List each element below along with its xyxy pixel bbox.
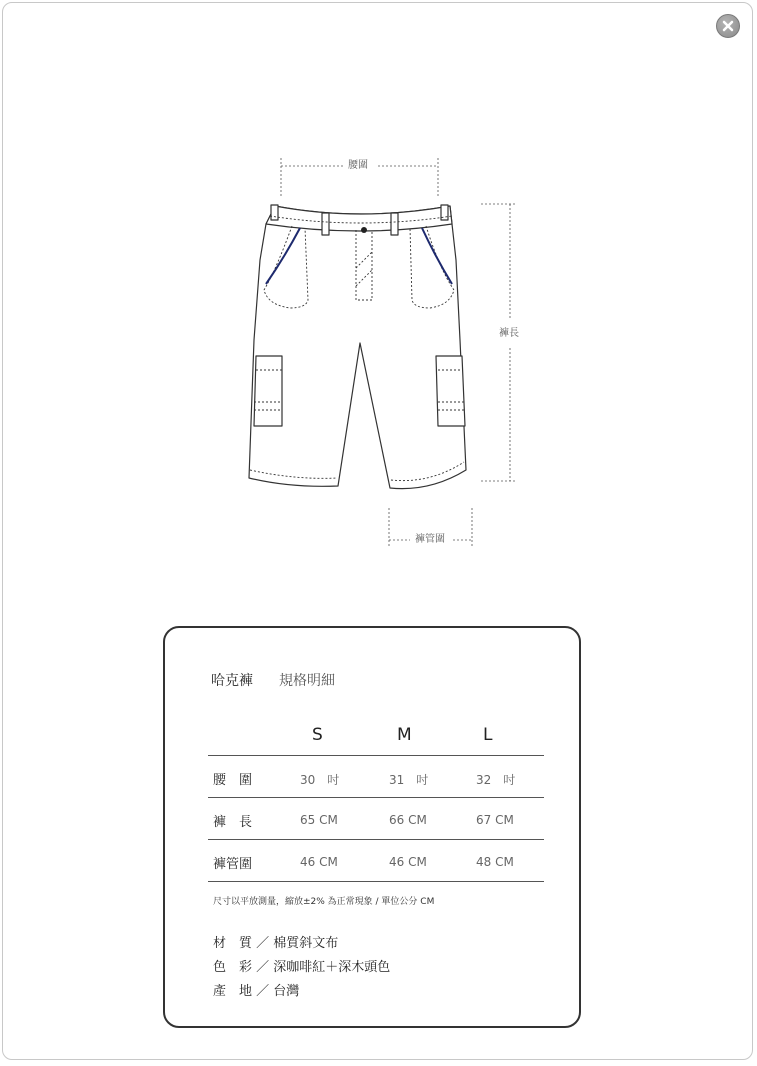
- cell-waist-l: 32 吋: [476, 773, 516, 787]
- row-label-length: 褲 長: [213, 815, 253, 830]
- cell-hem-m: 46 CM: [389, 855, 427, 869]
- row-label-waist: 腰 圍: [213, 773, 253, 788]
- cell-hem-s: 46 CM: [300, 855, 338, 869]
- divider: [208, 797, 544, 798]
- size-header-l: L: [483, 725, 493, 745]
- button-icon: [361, 227, 367, 233]
- divider: [208, 839, 544, 840]
- waist-label: 腰圍: [345, 160, 371, 172]
- row-label-hem: 褲管圍: [213, 857, 253, 872]
- divider: [208, 881, 544, 882]
- product-name: 哈克褲: [211, 673, 253, 689]
- spec-origin: 產 地 ／ 台灣: [213, 984, 300, 999]
- cell-waist-s: 30 吋: [300, 773, 340, 787]
- cell-hem-l: 48 CM: [476, 855, 514, 869]
- cell-length-m: 66 CM: [389, 813, 427, 827]
- cell-waist-m: 31 吋: [389, 773, 429, 787]
- spec-subtitle: 規格明細: [279, 673, 335, 689]
- measurement-note: 尺寸以平放測量，縮放±2% 為正常現象 / 單位公分 CM: [213, 897, 435, 907]
- size-header-m: M: [397, 725, 412, 745]
- cell-length-s: 65 CM: [300, 813, 338, 827]
- size-header-s: S: [312, 725, 323, 745]
- length-label: 褲長: [496, 328, 522, 340]
- spec-color: 色 彩 ／ 深咖啡紅＋深木頭色: [213, 960, 391, 975]
- spec-card: [163, 626, 581, 1028]
- hem-label: 褲管圍: [412, 534, 448, 546]
- spec-material: 材 質 ／ 棉質斜文布: [213, 936, 339, 951]
- cell-length-l: 67 CM: [476, 813, 514, 827]
- divider: [208, 755, 544, 756]
